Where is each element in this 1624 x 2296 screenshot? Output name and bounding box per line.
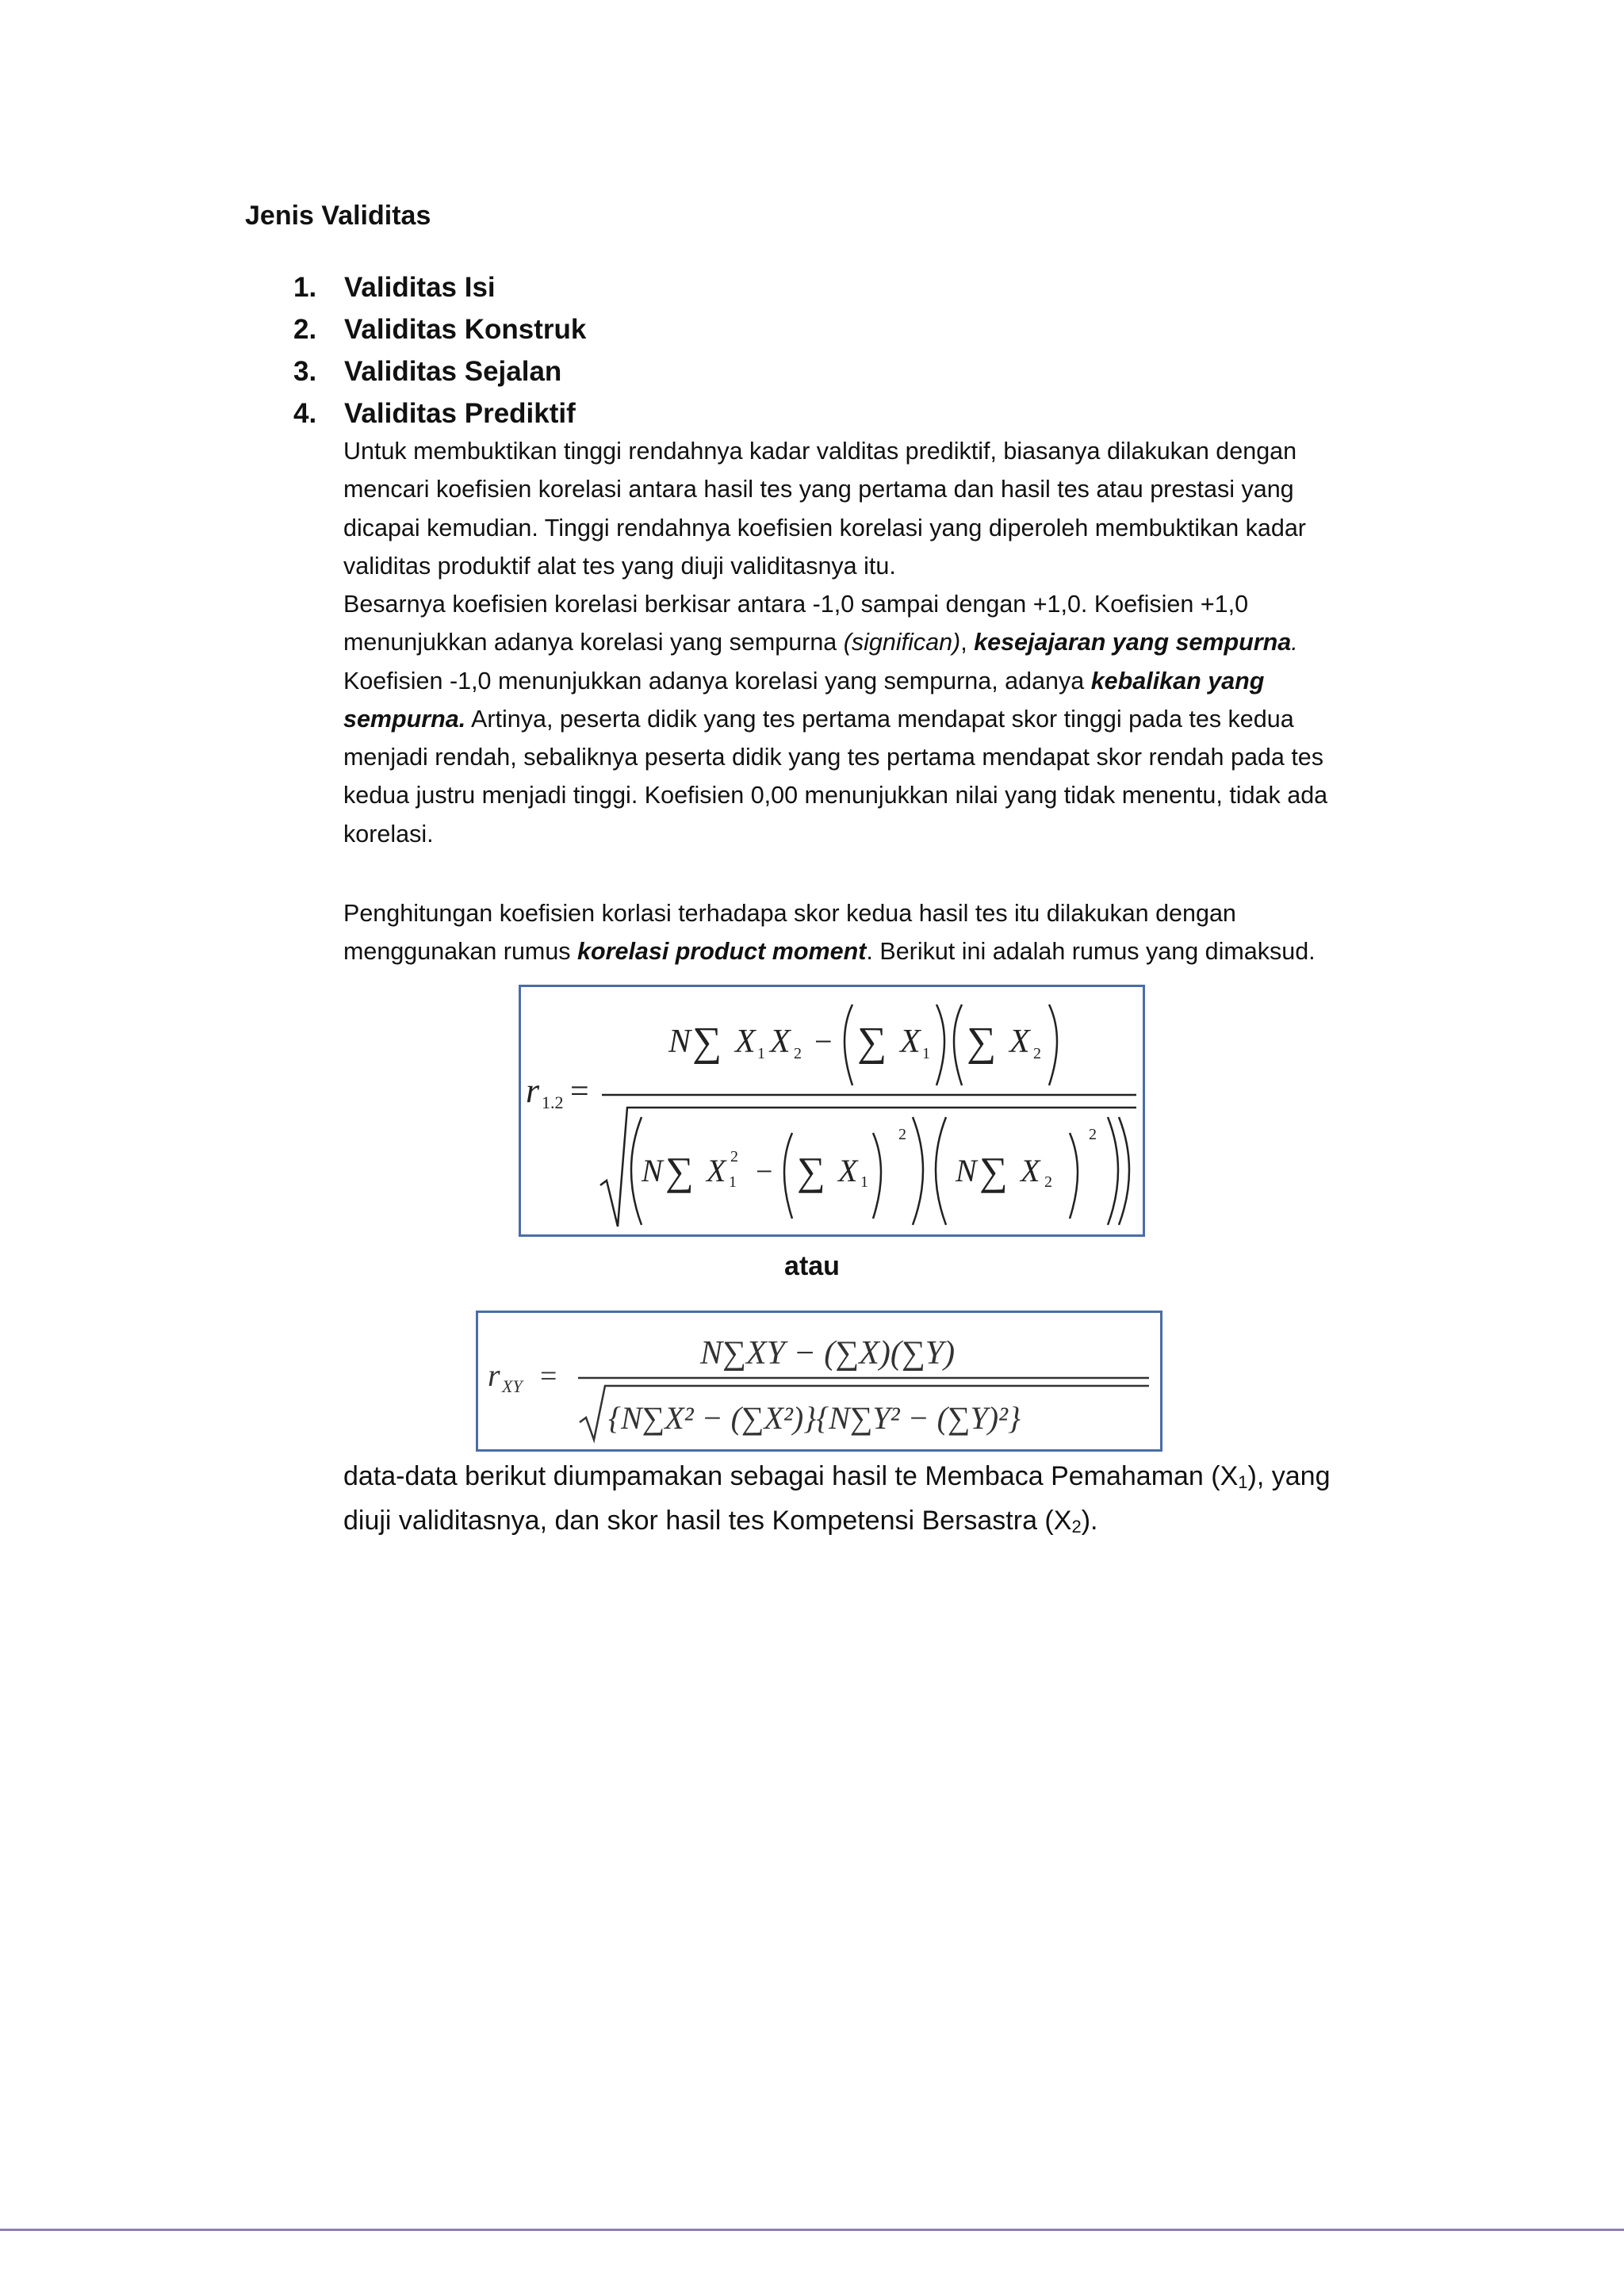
formula-term: N xyxy=(642,1153,663,1188)
formula-term: X xyxy=(707,1153,726,1188)
text-line: dicapai kemudian. Tinggi rendahnya koefisien korelasi yang diperoleh membuktikan kadar xyxy=(343,514,1306,541)
paren-left xyxy=(784,1133,792,1219)
formula-subscript: 1 xyxy=(757,1045,765,1062)
formula-numerator: N∑XY − (∑X)(∑Y) xyxy=(700,1335,956,1372)
atau-label: atau xyxy=(784,1251,840,1281)
formula-subscript: 1 xyxy=(729,1173,737,1191)
formula-denominator: {N∑X² − (∑X²)}{N∑Y² − (∑Y)²} xyxy=(608,1400,1021,1436)
calculation-paragraph xyxy=(343,894,1382,971)
list-label: Validitas Sejalan xyxy=(344,356,562,387)
text-line: mencari koefisien korelasi antara hasil tes yang pertama dan hasil tes atau prestasi yang xyxy=(343,476,1294,503)
list-item xyxy=(293,266,586,308)
text-run: Koefisien -1,0 menunjukkan adanya korelasi yang sempurna, adanya xyxy=(343,667,1091,695)
formula-superscript: 2 xyxy=(898,1126,906,1143)
text-line xyxy=(343,932,1382,970)
formula-subscript: 2 xyxy=(1044,1173,1052,1191)
text-run: diuji validitasnya, dan skor hasil tes Kompetensi Bersastra (X xyxy=(343,1506,1072,1536)
text-run: . Berikut ini adalah rumus yang dimaksud. xyxy=(866,938,1316,966)
formula-subscript: 2 xyxy=(794,1045,802,1062)
formula-lhs: r xyxy=(488,1357,500,1393)
validity-types-list xyxy=(293,266,586,434)
list-number: 2. xyxy=(293,314,317,345)
formula-lhs-subscript: 1.2 xyxy=(542,1093,564,1112)
sigma-symbol: ∑ xyxy=(692,1020,722,1065)
italic-term: (significan) xyxy=(843,629,961,656)
text-line xyxy=(343,1456,1374,1500)
list-number: 1. xyxy=(293,272,317,303)
paren-right xyxy=(1119,1117,1129,1225)
formula-term: X xyxy=(900,1024,921,1060)
emphasis-term: kebalikan yang xyxy=(1090,667,1265,695)
emphasis-term: kesejajaran yang sempurna xyxy=(974,629,1292,656)
data-description-paragraph xyxy=(343,1456,1374,1544)
text-line: kedua justru menjadi tinggi. Koefisien 0,00 menunjukkan nilai yang tidak menentu, tidak ada xyxy=(343,782,1328,809)
footer-rule xyxy=(0,2229,1624,2231)
sigma-symbol: ∑ xyxy=(857,1020,887,1065)
paren-right xyxy=(1070,1133,1078,1219)
text-run: menunjukkan adanya korelasi yang sempurna xyxy=(343,629,844,656)
formula-rxy xyxy=(478,1313,1160,1449)
text-line xyxy=(343,700,1382,738)
text-run: ). xyxy=(1081,1506,1098,1536)
formula-term: X xyxy=(1009,1024,1030,1060)
formula-minus: − xyxy=(756,1155,773,1188)
formula-equals: = xyxy=(540,1360,557,1393)
sigma-symbol: ∑ xyxy=(967,1020,997,1065)
list-item xyxy=(293,350,586,392)
formula-superscript: 2 xyxy=(1089,1126,1097,1143)
text-line: Besarnya koefisien korelasi berkisar antara -1,0 sampai dengan +1,0. Koefisien +1,0 xyxy=(343,591,1249,618)
formula-subscript: 1 xyxy=(922,1045,930,1062)
text-run: , xyxy=(960,629,975,656)
text-run: Artinya, peserta didik yang tes pertama mendapat skor tinggi pada tes kedua xyxy=(465,705,1294,733)
formula-lhs: r xyxy=(526,1071,540,1110)
formula-superscript: 2 xyxy=(730,1148,738,1165)
subscript: 1 xyxy=(1238,1472,1248,1492)
paren-right xyxy=(1049,1004,1057,1085)
paren-right xyxy=(936,1004,944,1085)
sigma-symbol: ∑ xyxy=(665,1149,694,1193)
formula-term: X xyxy=(838,1153,858,1188)
list-item xyxy=(293,392,586,434)
paren-left xyxy=(845,1004,852,1085)
text-run: ), yang xyxy=(1247,1461,1331,1491)
text-run: menggunakan rumus xyxy=(343,938,578,966)
formula-term: X xyxy=(1021,1153,1040,1188)
text-line: Untuk membuktikan tinggi rendahnya kadar valditas prediktif, biasanya dilakukan dengan xyxy=(343,438,1297,465)
paren-right xyxy=(913,1117,923,1225)
list-number: 3. xyxy=(293,356,317,387)
list-label: Validitas Isi xyxy=(344,272,496,303)
formula-subscript: 1 xyxy=(860,1173,868,1191)
emphasis-term: sempurna. xyxy=(343,705,466,733)
sigma-symbol: ∑ xyxy=(797,1149,825,1193)
paren-left xyxy=(631,1117,642,1225)
paren-right xyxy=(1108,1117,1118,1225)
formula-r12 xyxy=(521,987,1143,1234)
formula-r12-box xyxy=(519,985,1145,1237)
text-line xyxy=(343,623,1382,661)
formula-term: X xyxy=(735,1024,756,1060)
formula-term: X xyxy=(770,1024,791,1060)
paren-right xyxy=(873,1133,881,1219)
section-heading: Jenis Validitas xyxy=(245,201,431,231)
text-line: validitas produktif alat tes yang diuji validitasnya itu. xyxy=(343,552,896,580)
text-line: korelasi. xyxy=(343,820,434,848)
formula-minus: − xyxy=(814,1024,833,1059)
text-run: data-data berikut diumpamakan sebagai hasil te Membaca Pemahaman (X xyxy=(343,1461,1239,1491)
formula-term: N xyxy=(956,1153,977,1188)
subscript: 2 xyxy=(1071,1517,1082,1536)
sigma-symbol: ∑ xyxy=(979,1149,1008,1193)
list-label: Validitas Prediktif xyxy=(344,398,576,429)
formula-lhs-subscript: XY xyxy=(502,1376,523,1396)
emphasis-term: korelasi product moment xyxy=(577,938,867,966)
text-line xyxy=(343,1500,1374,1544)
list-number: 4. xyxy=(293,398,317,429)
text-run: . xyxy=(1291,629,1298,656)
formula-equals: = xyxy=(570,1073,589,1110)
list-label: Validitas Konstruk xyxy=(344,314,587,345)
predictive-validity-paragraph xyxy=(343,432,1382,585)
formula-term: N xyxy=(668,1024,691,1060)
paren-left xyxy=(936,1117,946,1225)
formula-subscript: 2 xyxy=(1033,1045,1041,1062)
correlation-range-paragraph xyxy=(343,585,1382,853)
text-line xyxy=(343,662,1382,700)
formula-rxy-box xyxy=(476,1311,1162,1452)
list-item xyxy=(293,308,586,350)
paren-left xyxy=(954,1004,962,1085)
text-line: Penghitungan koefisien korlasi terhadapa skor kedua hasil tes itu dilakukan dengan xyxy=(343,900,1236,927)
text-line: menjadi rendah, sebaliknya peserta didik yang tes pertama mendapat skor rendah pada tes xyxy=(343,744,1324,771)
